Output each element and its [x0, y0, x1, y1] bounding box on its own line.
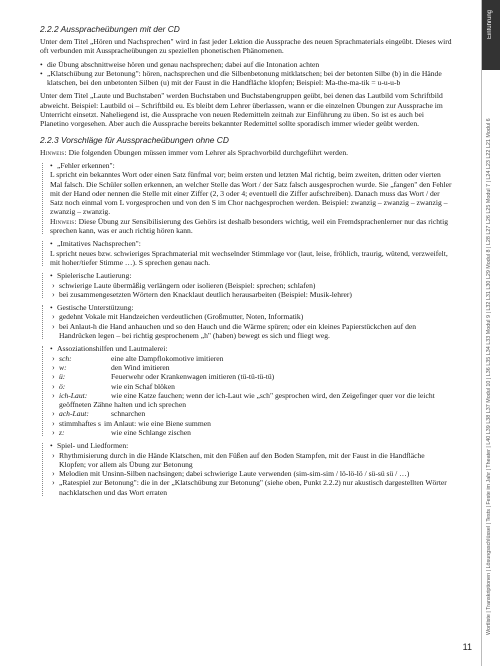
- exercise-fehler: [40, 161, 452, 235]
- assoz-term: sch:: [59, 353, 72, 363]
- list-item: › „Ratespiel zur Betonung": die in der „Klatschübung zur Betonung" (siehe oben, Punkt 2.2.2) nur akustisch dargestellten Wörter nachklatschen und das Wort erraten: [50, 478, 452, 497]
- assoz-desc: wie ein Schaf blöken: [111, 381, 175, 391]
- chapter-nav-text: Wortliste | Transkriptionen | Lösungsschlüssel | Tests | Feste im Jahr | Theater | L40 L39 L38 L37 Modul 10 | L36 L35 L34 L33 Modul 9 | L32 L31 L30 L29 Modul 8 | L28 L27 L26 L25 Modul 7 | L24 L23 L22 L21 Modul 6: [486, 118, 492, 635]
- list-item: [50, 391, 452, 410]
- exercise-lautierung: [40, 271, 452, 299]
- assoz-term: stimmhaftes s: [59, 418, 101, 428]
- exercise-text: L spricht neues bzw. schwieriges Sprachmaterial mit wechselnder Stimmlage vor (laut, leise, fröhlich, traurig, wütend, verzweifelt, mit hoher/tiefer Stimme …). S sprechen genau nach.: [50, 248, 448, 267]
- exercise-gestik: [40, 303, 452, 340]
- list-item: [50, 428, 452, 437]
- hinweis2-text: Diese Übung zur Sensibilisierung des Gehörs ist deshalb besonders wichtig, weil ein Fremdsprachenlerner nur das richtig sprechen kann, was er auch richtig hören kann.: [50, 216, 449, 236]
- assoz-term: ich-Laut:: [59, 390, 88, 400]
- chapter-tab-label: Einführung: [487, 10, 493, 40]
- list-item: [50, 409, 452, 418]
- assoz-term: ü:: [59, 372, 66, 382]
- assoz-desc: eine alte Dampflokomotive imitieren: [111, 353, 224, 363]
- assoz-desc: im Anlaut: wie eine Biene summen: [103, 418, 211, 428]
- list-item: • die Übung abschnittweise hören und genau nachsprechen; dabei auf die Intonation achten: [40, 60, 452, 69]
- chapter-tab[interactable]: [482, 0, 500, 70]
- page-content: [40, 24, 452, 501]
- exercise-title: • Spielerische Lautierung:: [50, 271, 452, 280]
- exercise-spiel: [40, 441, 452, 497]
- exercise-title: • Gestische Unterstützung:: [50, 303, 452, 312]
- list-item: › Rhythmisierung durch in die Hände Klatschen, mit den Füßen auf den Boden Stampfen, mit der Faust in die Handfläche Klopfen; vor allem als Übung zur Betonung: [50, 451, 452, 470]
- assoz-term: ach-Laut:: [59, 409, 89, 419]
- page-number: 11: [462, 642, 472, 652]
- list-item: › bei zusammengesetzten Wörtern den Knacklaut deutlich herausarbeiten (Beispiel: Musik-lehrer): [50, 290, 452, 299]
- assoz-term: w:: [59, 362, 67, 372]
- intro-paragraph: Unter dem Titel „Hören und Nachsprechen" wird in fast jeder Lektion die Aussprache des neuen Sprachmaterials eingeübt. Dieses wird oft verbunden mit Ausspracheübungen zu speziellen phonetischen Phänomenen.: [40, 37, 452, 56]
- hinweis2-label: Hinweis:: [50, 216, 77, 226]
- assoz-desc: wie eine Katze fauchen; wenn der ich-Laut wie „sch" gesprochen wird, den Zeigefinger quer vor die leicht geöffneten Zähne halten und ich sprechen: [59, 390, 435, 410]
- assoz-desc: schnarchen: [111, 409, 146, 419]
- list-item: › schwierige Laute übermäßig verlängern oder isolieren (Beispiel: sprechen; schlafen): [50, 281, 452, 290]
- list-item: [50, 363, 452, 372]
- section-heading-222: 2.2.2 Ausspracheübungen mit der CD: [40, 24, 180, 34]
- list-item: [50, 354, 452, 363]
- assoz-desc: Feuerwehr oder Krankenwagen imitieren (tü-tü-tü-tü): [111, 372, 275, 382]
- list-item: › Melodien mit Unsinn-Silben nachsingen; dabei schwierige Laute verwenden (sim-sim-sim / lö-lö-lö / sü-sü sü / …): [50, 469, 452, 478]
- assoz-term: z:: [59, 427, 65, 437]
- list-item: • „Klatschübung zur Betonung": hören, nachsprechen und die Silbenbetonung mitklatschen; bei der betonten Silbe (b) in die Hände klatschen, bei den unbetonten Silben (u) mit der Faust in die Handfläche klopfen; Beispiel: Ma-the-ma-tik = u-u-u-b: [40, 69, 452, 88]
- assoz-desc: wie eine Schlange zischen: [111, 427, 191, 437]
- section-heading-223: 2.2.3 Vorschläge für Ausspracheübungen ohne CD: [40, 134, 229, 145]
- exercise-title: • „Imitatives Nachsprechen":: [50, 239, 452, 248]
- exercise-text: L spricht ein bekanntes Wort oder einen Satz fünfmal vor; beim ersten und letzten Mal richtig, beim zweiten, dritten oder vierten Mal falsch. Die Schüler sollen erkennen, an welcher Stelle das Wort / der Satz falsch ausgesprochen wurde. Sie „fangen" den Fehler mit der Hand oder nennen die Stelle mit einer Ziffer (2, 3 oder 4; eventuell die Ziffer aufschreiben). Danach muss das Wort / der Satz noch einmal vom L vorgesprochen und von den S im Chor nachgesprochen werden. Beispiel: zwanzig – zwanzig – zwanzig – zwanzig – zwanzig.: [50, 170, 452, 217]
- chapter-sidebar: [481, 0, 500, 666]
- paragraph-laute: Unter dem Titel „Laute und Buchstaben" werden Buchstaben und Buchstabengruppen geübt, bei denen das Lautbild vom Schriftbild abweicht. Beispiel: Lautbild oi – Schriftbild eu. Es bleibt dem Lehrer überlassen, wann er die einzelnen Übungen zur Aussprache im Unterricht einsetzt. Naheliegend ist, die Aussprache von neuen Redemitteln zeitnah zur Einführung zu üben. So ist es auch bei Planetino vorgesehen. Aber auch die Aussprache bereits bekannter Redemittel sollte sporadisch immer wieder geübt werden.: [40, 91, 443, 129]
- list-item: › gedehnt Vokale mit Handzeichen verdeutlichen (Großmutter, Noten, Informatik): [50, 312, 452, 321]
- list-item: › bei Anlaut-h die Hand anhauchen und so den Hauch und die Wärme spüren; oder ein kleines Papierstückchen auf den Handrücken legen – bei richtig gesprochenem „h" (haben) bewegt es sich und fliegt weg.: [50, 322, 452, 341]
- list-item: [50, 419, 452, 428]
- assoz-desc: den Wind imitieren: [111, 362, 170, 372]
- exercise-imitativ: [40, 239, 452, 267]
- exercise-title: • „Fehler erkennen":: [50, 161, 452, 170]
- exercise-title: • Spiel- und Liedformen:: [50, 441, 452, 450]
- hinweis-paragraph: [40, 148, 452, 157]
- hinweis-label: Hinweis:: [40, 147, 67, 157]
- assoz-term: ö:: [59, 381, 66, 391]
- hinweis-text: Die folgenden Übungen müssen immer vom Lehrer als Sprachvorbild durchgeführt werden.: [66, 147, 349, 157]
- list-item: [50, 382, 452, 391]
- hinweis2-paragraph: [50, 217, 452, 236]
- exercise-assoziation: [40, 344, 452, 437]
- list-item: [50, 372, 452, 381]
- exercise-title: • Assoziationshilfen und Lautmalerei:: [50, 344, 452, 353]
